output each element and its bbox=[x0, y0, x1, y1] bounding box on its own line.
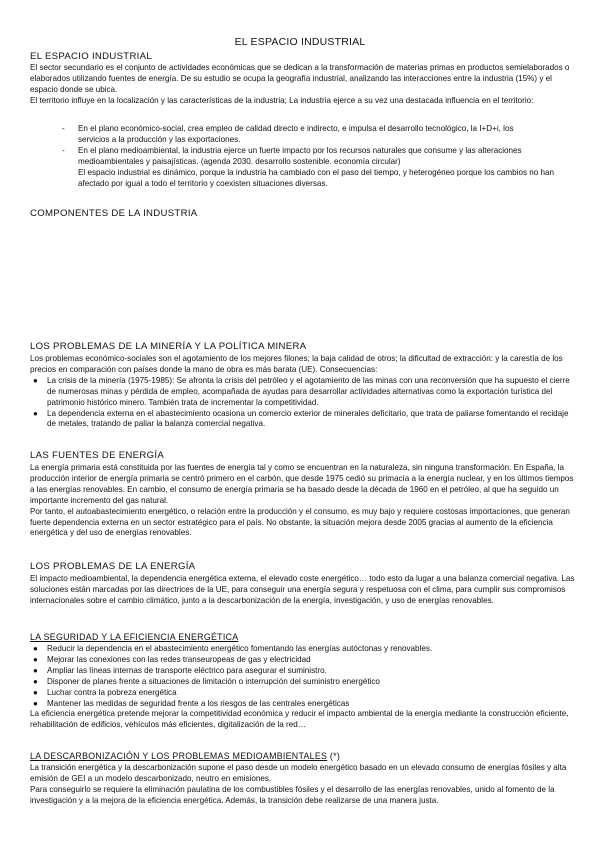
dash-marker: - bbox=[62, 145, 65, 155]
fuentes-heading: LAS FUENTES DE ENERGÍA bbox=[30, 450, 165, 461]
list-item: ● Disponer de planes frente a situaciones de limitación o interrupción del suministro energético bbox=[33, 676, 380, 686]
industrial-paragraph-3: El espacio industrial es dinámico, porque la industria ha cambiado con el paso del tiempo, y heterogéneo porque los cambios no han afectado por igual a todo el territorio y coexisten situaciones diversas. bbox=[78, 167, 555, 188]
list-item: ● Mantener las medidas de seguridad frente a los riesgos de las centrales energéticas bbox=[33, 698, 350, 708]
list-item: ● Mejorar las conexiones con las redes transeuropeas de gas y electricidad bbox=[33, 654, 311, 664]
descarbonizacion-heading-row bbox=[30, 751, 340, 761]
industrial-list bbox=[0, 124, 540, 168]
bullet-marker: ● bbox=[33, 676, 38, 686]
list-item: ● Reducir la dependencia en el abastecimiento energético fomentando las energías autóctonas y renovables. bbox=[33, 644, 433, 653]
list-item: - En el plano medioambiental, la industria ejerce un fuerte impacto por los recursos naturales que consume y las alteraciones medioambientales y paisajísticas. (agenda 2030. desarrollo sostenible. economía circular) bbox=[62, 145, 522, 166]
industrial-list-block bbox=[0, 124, 600, 189]
list-item: ● La dependencia externa en el abastecimiento ocasiona un comercio exterior de minerales deficitario, que trata de paliarse fomentando el recidaje de metales, tratando de paliar la balanza comercial negativa. bbox=[33, 408, 569, 429]
mineria-text bbox=[30, 354, 575, 430]
industrial-text bbox=[30, 63, 575, 107]
descarbonizacion-paragraph-1: La transición energética y la descarbonización supone el paso desde un modelo energético basado en un elevado consumo de energías fósiles y alta emisión de GEI a un modelo descarbonizado, neutro en emisiones. bbox=[30, 763, 567, 783]
industrial-paragraph-2: El territorio influye en la localización y las características de la industria; La industria ejerce a su vez una destacada influencia en el territorio: bbox=[30, 95, 534, 105]
seguridad-paragraph: La eficiencia energética pretende mejorar la competitividad económica y reducir el impacto ambiental de la energía mediante la construcción eficiente, rehabilitación de edificios, vehículos más eficientes, digitalización de la red… bbox=[30, 709, 569, 730]
bullet-marker: ● bbox=[33, 687, 38, 697]
seguridad-heading: LA SEGURIDAD Y LA EFICIENCIA ENERGÉTICA bbox=[30, 632, 239, 642]
descarbonizacion-paragraph-2: Para conseguirlo se requiere la eliminación paulatina de los combustibles fósiles y el desarrollo de las energías renovables, unido al fomento de la investigación y a la mejora de la eficiencia energética. Además, la transición debe realizarse de una manera justa. bbox=[30, 784, 555, 805]
componentes-heading: COMPONENTES DE LA INDUSTRIA bbox=[30, 208, 198, 219]
bullet-marker: ● bbox=[33, 375, 38, 385]
descarbonizacion-text bbox=[30, 763, 575, 807]
list-item: ● Luchar contra la pobreza energética bbox=[33, 687, 177, 697]
fuentes-paragraph-2: Por tanto, el autoabastecimiento energético, o relación entre la producción y el consumo, es muy bajo y requiere costosas importaciones, que generan fuerte dependencia externa en un sector estratégico para el país. No obstante, la situación mejora desde 2005 gracias al aumento de la eficiencia energética y del uso de energías renovables. bbox=[30, 506, 570, 538]
mineria-paragraph-1: Los problemas económico-sociales son el agotamiento de los mejores filones; la baja calidad de otros; la dificultad de extracción: y la carestía de los precios en comparación con países donde la mano de obra es más barata (UE). Consecuencias: bbox=[30, 354, 563, 374]
list-item: ● Ampliar las líneas internas de transporte eléctrico para asegurar el suministro. bbox=[33, 665, 327, 675]
bullet-marker: ● bbox=[33, 654, 38, 664]
fuentes-text bbox=[30, 463, 575, 539]
document-title: EL ESPACIO INDUSTRIAL bbox=[234, 36, 366, 48]
list-item: - En el plano económico-social, crea empleo de calidad directo e indirecto, e impulsa el desarrollo tecnológico, la I+D+i, los servicios a la producción y las exportaciones. bbox=[62, 124, 514, 144]
descarbonizacion-mark: (*) bbox=[327, 751, 341, 761]
dash-marker: - bbox=[62, 124, 65, 133]
mineria-heading: LOS PROBLEMAS DE LA MINERÍA Y LA POLÍTICA MINERA bbox=[30, 341, 307, 352]
problemas-energia-text: El impacto medioambiental, la dependencia energética externa, el elevado coste energético… todo esto da lugar a una balanza comercial negativa. Las soluciones están marcadas por las directrices de la UE, para conseguir una energía segura y respetuosa con el clima, para cumplir sus compromisos internacionales sobre el cambio climático, junto a la descarbonización de la energía, investigación, y uso de energías renovables. bbox=[30, 574, 575, 605]
industrial-heading: EL ESPACIO INDUSTRIAL bbox=[30, 51, 152, 62]
seguridad-text bbox=[30, 644, 575, 731]
problemas-energia-heading: LOS PROBLEMAS DE LA ENERGÍA bbox=[30, 561, 196, 572]
industrial-paragraph-1: El sector secundario es el conjunto de actividades económicas que se dedican a la transformación de materias primas en productos semielaborados o elaborados utilizando fuentes de energía. De su estudio se ocupa la geografía industrial, analizando las interacciones entre la industria (15%) y el espacio donde se ubica. bbox=[30, 63, 570, 94]
bullet-marker: ● bbox=[33, 644, 38, 653]
mineria-list bbox=[30, 376, 575, 431]
fuentes-paragraph-1: La energía primaria está constituida por las fuentes de energía tal y como se encuentran en la naturaleza, sin ninguna transformación. En España, la producción interior de energía primaria se centró primero en el carbón, que desde 1975 cedió su primacía a la energía nuclear, y en los últimos tiempos a las energías renovables. En cambio, el consumo de energía primaria se ha basado desde la década de 1960 en el petróleo, al que ha seguido un importante incremento del gas natural. bbox=[30, 463, 574, 505]
bullet-marker: ● bbox=[33, 698, 38, 708]
seguridad-list bbox=[30, 644, 575, 709]
list-item: ● La crisis de la minería (1975-1985): Se afronta la crisis del petróleo y el agotamiento de las minas con una reconversión que ha supuesto el cierre de numerosas minas y pérdida de empleo, acompañada de ayudas para desarrollar actividades alternativas como la exportación turística del patrimonio histórico minero. También trata de incrementar la competitividad. bbox=[33, 375, 570, 407]
bullet-marker: ● bbox=[33, 408, 38, 418]
bullet-marker: ● bbox=[33, 665, 38, 675]
descarbonizacion-heading: LA DESCARBONIZACIÓN Y LOS PROBLEMAS MEDIOAMBIENTALES bbox=[30, 751, 328, 761]
